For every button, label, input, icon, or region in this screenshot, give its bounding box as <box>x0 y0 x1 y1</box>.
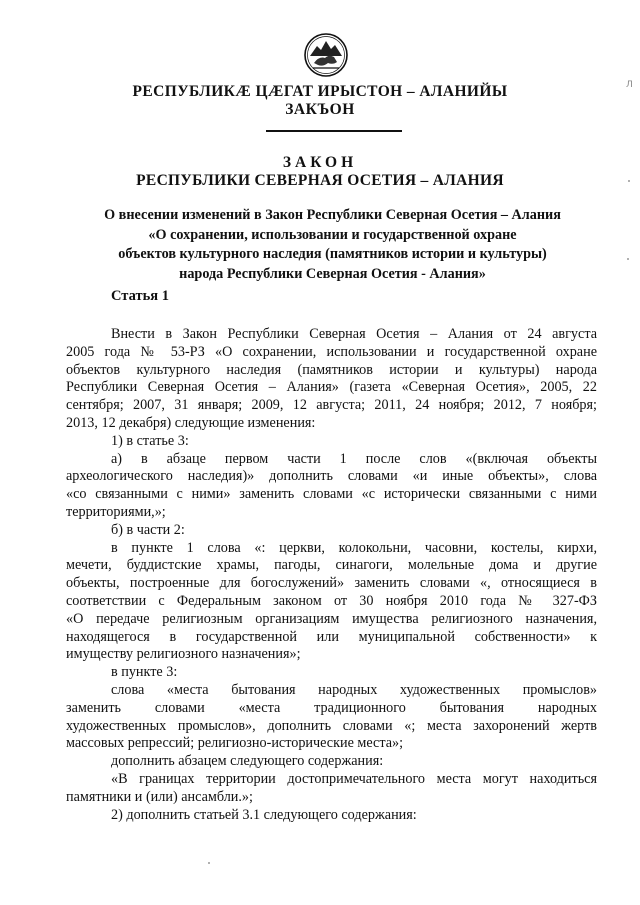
body-line: объектов культурного наследия (памятников истории и культуры) народа <box>66 361 597 378</box>
body-line: дополнить абзацем следующего содержания: <box>111 753 384 770</box>
body-line: в пункте 3: <box>111 664 178 681</box>
law-title-line: «О сохранении, использовании и государственной охране <box>148 226 517 243</box>
body-line: Республики Северная Осетия – Алания» (газета «Северная Осетия», 2005, 22 <box>66 379 597 396</box>
body-line: соответствии с Федеральным законом от 30 ноября 2010 года № 327-ФЗ <box>66 592 597 609</box>
body-line: «О передаче религиозным организациям имущества религиозного назначения, <box>66 610 597 627</box>
body-line: 2013, 12 декабря) следующие изменения: <box>66 414 316 431</box>
body-line: археологического наследия)» дополнить словами «и иные объекты», слова <box>66 468 597 485</box>
scan-speck <box>628 180 630 182</box>
body-line: находящегося в государственной или муниципальной собственности» к <box>66 628 597 645</box>
body-line: заменить словами «места традиционного бытования народных <box>66 699 597 716</box>
scan-speck <box>208 862 210 864</box>
law-heading-ossetian: ЗАКЪОН <box>285 101 355 118</box>
body-line: «со связанными с ними» заменить словами «с исторически связанными с ними <box>66 486 597 503</box>
article-heading: Статья 1 <box>111 288 169 304</box>
body-line: 1) в статье 3: <box>111 432 189 449</box>
body-line: 2005 года № 53-РЗ «О сохранении, использовании и государственной охране <box>66 343 597 360</box>
margin-note: Л <box>626 80 633 90</box>
law-title-line: объектов культурного наследия (памятников истории и культуры) <box>118 246 547 262</box>
body-line: памятники и (или) ансамбли.»; <box>66 788 253 805</box>
body-line: территориями,»; <box>66 503 166 520</box>
law-body-text <box>66 326 597 824</box>
body-line: сентября; 2007, 31 января; 2009, 12 августа; 2011, 24 ноября; 2012, 7 ноября; <box>66 397 597 414</box>
body-line: художественных промыслов», дополнить словами «; места захоронений жертв <box>66 717 597 734</box>
body-line: а) в абзаце первом части 1 после слов «(включая объекты <box>111 450 597 467</box>
body-line: объекты, построенные для богослужений» заменить словами «, относящиеся в <box>66 575 597 592</box>
law-title-line: народа Республики Северная Осетия - Алания» <box>179 265 486 282</box>
body-line: в пункте 1 слова «: церкви, колокольни, часовни, костелы, кирхи, <box>111 539 597 556</box>
body-line: мечети, буддистские храмы, пагоды, синагоги, молельные дома и другие <box>66 557 597 574</box>
body-line: имуществу религиозного назначения»; <box>66 646 301 663</box>
scan-speck <box>627 258 629 260</box>
republic-name-ossetian: РЕСПУБЛИКӔ ЦӔГАТ ИРЫСТОН – АЛАНИЙЫ <box>132 83 508 100</box>
law-title <box>70 206 595 284</box>
body-line: слова «места бытования народных художественных промыслов» <box>111 681 597 698</box>
law-heading-russian: ЗАКОН <box>282 154 358 171</box>
law-title-line: О внесении изменений в Закон Республики Северная Осетия – Алания <box>104 207 561 223</box>
body-line: 2) дополнить статьей 3.1 следующего содержания: <box>111 806 417 823</box>
body-line: «В границах территории достопримечательного места могут находиться <box>111 770 597 787</box>
header-divider <box>266 130 402 132</box>
republic-name-russian: РЕСПУБЛИКИ СЕВЕРНАЯ ОСЕТИЯ – АЛАНИЯ <box>136 172 504 189</box>
body-line: Внести в Закон Республики Северная Осетия – Алания от 24 августа <box>111 326 597 342</box>
body-line: массовых репрессий; религиозно-исторические места»; <box>66 735 404 752</box>
coat-of-arms-emblem <box>303 32 349 78</box>
body-line: б) в части 2: <box>111 521 185 538</box>
